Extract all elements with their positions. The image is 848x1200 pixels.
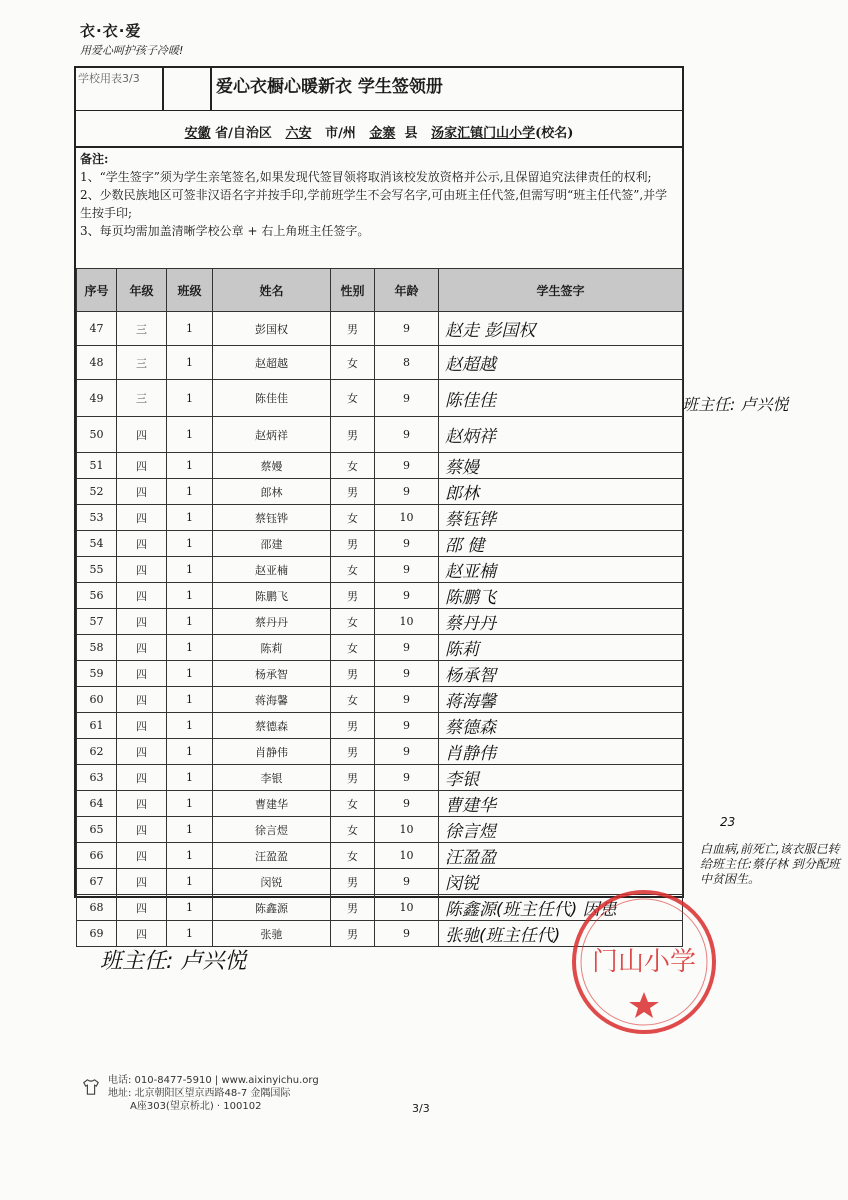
cell-no: 56 — [77, 583, 117, 609]
cell-class: 1 — [167, 417, 213, 453]
cell-sex: 男 — [331, 312, 375, 346]
cell-name: 蔡丹丹 — [213, 609, 331, 635]
title-row — [76, 68, 682, 111]
notes-section — [80, 150, 678, 240]
cell-signature: 闵锐 — [439, 869, 683, 895]
table-row — [77, 380, 683, 417]
cell-class: 1 — [167, 583, 213, 609]
cell-signature: 陈鹏飞 — [439, 583, 683, 609]
cell-no: 52 — [77, 479, 117, 505]
cell-age: 9 — [375, 791, 439, 817]
cell-no: 63 — [77, 765, 117, 791]
brand-logo: 衣·衣·爱 — [80, 22, 142, 40]
cell-name: 赵超越 — [213, 346, 331, 380]
cell-signature: 陈佳佳 — [439, 380, 683, 417]
cell-class: 1 — [167, 895, 213, 921]
cell-name: 张驰 — [213, 921, 331, 947]
cell-sex: 女 — [331, 635, 375, 661]
cell-class: 1 — [167, 817, 213, 843]
cell-age: 10 — [375, 609, 439, 635]
table-row — [77, 417, 683, 453]
cell-grade: 四 — [117, 739, 167, 765]
cell-sex: 女 — [331, 609, 375, 635]
cell-age: 10 — [375, 505, 439, 531]
school-name: 汤家汇镇门山小学 — [431, 126, 536, 141]
table-row — [77, 635, 683, 661]
cell-grade: 四 — [117, 583, 167, 609]
cell-no: 65 — [77, 817, 117, 843]
form-title: 爱心衣橱心暖新衣 学生签领册 — [216, 77, 443, 97]
cell-age: 8 — [375, 346, 439, 380]
cell-grade: 四 — [117, 479, 167, 505]
cell-sex: 男 — [331, 765, 375, 791]
cell-sex: 女 — [331, 380, 375, 417]
col-header-sex: 性别 — [331, 269, 375, 312]
county-label: 县 — [404, 126, 418, 141]
note-item: 1、“学生签字”须为学生亲笔签名,如果发现代签冒领将取消该校发放资格并公示,且保留追究法律责任的权利; — [80, 170, 652, 184]
cell-name: 蔡德森 — [213, 713, 331, 739]
table-row — [77, 346, 683, 380]
table-row — [77, 312, 683, 346]
handwritten-note: 白血病,前死亡,该衣服已转给班主任:蔡仔林 到分配班中贫困生。 — [700, 842, 840, 886]
cell-signature: 蔡德森 — [439, 713, 683, 739]
cell-class: 1 — [167, 661, 213, 687]
cell-class: 1 — [167, 843, 213, 869]
cell-name: 杨承智 — [213, 661, 331, 687]
cell-no: 69 — [77, 921, 117, 947]
cell-signature: 肖静伟 — [439, 739, 683, 765]
cell-class: 1 — [167, 635, 213, 661]
cell-no: 48 — [77, 346, 117, 380]
student-table — [76, 268, 683, 947]
footer-address-2: A座303(望京桥北) · 100102 — [130, 1101, 262, 1112]
cell-no: 60 — [77, 687, 117, 713]
cell-grade: 四 — [117, 609, 167, 635]
cell-sex: 女 — [331, 557, 375, 583]
teacher-signature-right: 班主任: 卢兴悦 — [682, 395, 789, 414]
cell-grade: 三 — [117, 312, 167, 346]
cell-grade: 四 — [117, 713, 167, 739]
cell-class: 1 — [167, 346, 213, 380]
cell-no: 58 — [77, 635, 117, 661]
cell-name: 肖静伟 — [213, 739, 331, 765]
cell-signature: 李银 — [439, 765, 683, 791]
cell-age: 9 — [375, 583, 439, 609]
cell-age: 9 — [375, 479, 439, 505]
cell-signature: 曹建华 — [439, 791, 683, 817]
cell-signature: 杨承智 — [439, 661, 683, 687]
cell-signature: 陈莉 — [439, 635, 683, 661]
cell-age: 9 — [375, 417, 439, 453]
cell-no: 53 — [77, 505, 117, 531]
cell-grade: 四 — [117, 921, 167, 947]
seal-text: 门山小学 — [591, 947, 697, 977]
cell-class: 1 — [167, 557, 213, 583]
cell-age: 9 — [375, 635, 439, 661]
cell-grade: 四 — [117, 661, 167, 687]
school-use-label: 学校用表3/3 — [78, 72, 140, 85]
cell-signature: 陈鑫源(班主任代) 因患 — [439, 895, 683, 921]
col-header-grade: 年级 — [117, 269, 167, 312]
notes-title: 备注: — [80, 152, 109, 166]
cell-name: 陈鑫源 — [213, 895, 331, 921]
cell-class: 1 — [167, 739, 213, 765]
cell-class: 1 — [167, 921, 213, 947]
tshirt-icon — [82, 1078, 100, 1096]
province-label: 省/自治区 — [215, 126, 272, 141]
cell-grade: 四 — [117, 417, 167, 453]
cell-name: 闵锐 — [213, 869, 331, 895]
col-header-class: 班级 — [167, 269, 213, 312]
cell-sex: 男 — [331, 895, 375, 921]
cell-age: 9 — [375, 453, 439, 479]
col-header-name: 姓名 — [213, 269, 331, 312]
cell-age: 9 — [375, 312, 439, 346]
cell-grade: 四 — [117, 895, 167, 921]
cell-age: 10 — [375, 843, 439, 869]
cell-sex: 女 — [331, 843, 375, 869]
cell-grade: 四 — [117, 635, 167, 661]
cell-class: 1 — [167, 687, 213, 713]
cell-name: 彭国权 — [213, 312, 331, 346]
cell-no: 61 — [77, 713, 117, 739]
table-row — [77, 817, 683, 843]
handwritten-mark: 23 — [720, 815, 736, 829]
footer-phone: 电话: 010-8477-5910 | www.aixinyichu.org — [108, 1075, 319, 1086]
sign-form — [74, 66, 684, 946]
cell-name: 徐言煜 — [213, 817, 331, 843]
cell-name: 蒋海馨 — [213, 687, 331, 713]
cell-name: 赵亚楠 — [213, 557, 331, 583]
table-row — [77, 713, 683, 739]
title-divider — [162, 68, 164, 110]
cell-signature: 徐言煜 — [439, 817, 683, 843]
cell-name: 邵建 — [213, 531, 331, 557]
cell-age: 9 — [375, 557, 439, 583]
cell-signature: 赵走 彭国权 — [439, 312, 683, 346]
cell-class: 1 — [167, 765, 213, 791]
cell-name: 汪盈盈 — [213, 843, 331, 869]
cell-name: 蔡钰铧 — [213, 505, 331, 531]
cell-sex: 女 — [331, 791, 375, 817]
cell-sex: 男 — [331, 417, 375, 453]
cell-grade: 四 — [117, 557, 167, 583]
cell-age: 9 — [375, 687, 439, 713]
divider — [76, 146, 682, 148]
cell-class: 1 — [167, 713, 213, 739]
cell-class: 1 — [167, 479, 213, 505]
note-item: 2、少数民族地区可签非汉语名字并按手印,学前班学生不会写名字,可由班主任代签,但需写明“班主任代签”,并学生按手印; — [80, 188, 668, 220]
cell-no: 66 — [77, 843, 117, 869]
table-row — [77, 843, 683, 869]
table-row — [77, 505, 683, 531]
cell-grade: 四 — [117, 765, 167, 791]
cell-sex: 男 — [331, 713, 375, 739]
school-seal — [568, 886, 720, 1038]
cell-sex: 男 — [331, 739, 375, 765]
cell-class: 1 — [167, 312, 213, 346]
page-number: 3/3 — [412, 1102, 430, 1115]
cell-no: 47 — [77, 312, 117, 346]
cell-name: 曹建华 — [213, 791, 331, 817]
table-row — [77, 661, 683, 687]
cell-no: 67 — [77, 869, 117, 895]
cell-grade: 四 — [117, 505, 167, 531]
cell-class: 1 — [167, 609, 213, 635]
table-row — [77, 687, 683, 713]
cell-sex: 女 — [331, 346, 375, 380]
col-header-no: 序号 — [77, 269, 117, 312]
school-info-line — [76, 122, 682, 141]
cell-no: 55 — [77, 557, 117, 583]
cell-name: 陈莉 — [213, 635, 331, 661]
cell-sex: 女 — [331, 453, 375, 479]
cell-signature: 蔡钰铧 — [439, 505, 683, 531]
cell-signature: 赵超越 — [439, 346, 683, 380]
cell-class: 1 — [167, 531, 213, 557]
table-row — [77, 531, 683, 557]
cell-signature: 赵炳祥 — [439, 417, 683, 453]
cell-grade: 四 — [117, 531, 167, 557]
cell-sex: 女 — [331, 505, 375, 531]
cell-age: 9 — [375, 713, 439, 739]
cell-age: 9 — [375, 531, 439, 557]
cell-name: 李银 — [213, 765, 331, 791]
note-item: 3、每页均需加盖清晰学校公章 + 右上角班主任签字。 — [80, 224, 370, 238]
cell-grade: 四 — [117, 453, 167, 479]
cell-age: 9 — [375, 661, 439, 687]
cell-class: 1 — [167, 869, 213, 895]
table-row — [77, 765, 683, 791]
table-row — [77, 609, 683, 635]
table-row — [77, 791, 683, 817]
cell-no: 59 — [77, 661, 117, 687]
cell-signature: 蒋海馨 — [439, 687, 683, 713]
province-value: 安徽 — [184, 126, 211, 141]
table-row — [77, 453, 683, 479]
city-value: 六安 — [285, 126, 312, 141]
cell-age: 9 — [375, 380, 439, 417]
cell-grade: 四 — [117, 817, 167, 843]
cell-class: 1 — [167, 791, 213, 817]
cell-age: 10 — [375, 817, 439, 843]
cell-signature: 郎林 — [439, 479, 683, 505]
cell-no: 62 — [77, 739, 117, 765]
table-row — [77, 583, 683, 609]
cell-no: 57 — [77, 609, 117, 635]
cell-class: 1 — [167, 380, 213, 417]
cell-name: 陈鹏飞 — [213, 583, 331, 609]
cell-sex: 女 — [331, 817, 375, 843]
cell-age: 9 — [375, 921, 439, 947]
cell-name: 陈佳佳 — [213, 380, 331, 417]
footer-address: 地址: 北京朝阳区望京西路48-7 金隅国际 — [108, 1088, 291, 1099]
cell-name: 赵炳祥 — [213, 417, 331, 453]
cell-grade: 四 — [117, 843, 167, 869]
cell-no: 49 — [77, 380, 117, 417]
cell-signature: 蔡嫚 — [439, 453, 683, 479]
school-suffix: (校名) — [535, 126, 574, 141]
cell-signature: 蔡丹丹 — [439, 609, 683, 635]
cell-grade: 三 — [117, 380, 167, 417]
cell-age: 9 — [375, 869, 439, 895]
teacher-signature-bottom: 班主任: 卢兴悦 — [100, 949, 247, 974]
cell-age: 9 — [375, 765, 439, 791]
cell-sex: 男 — [331, 921, 375, 947]
cell-no: 64 — [77, 791, 117, 817]
cell-no: 50 — [77, 417, 117, 453]
cell-grade: 四 — [117, 869, 167, 895]
cell-class: 1 — [167, 505, 213, 531]
cell-signature: 邵 健 — [439, 531, 683, 557]
table-row — [77, 479, 683, 505]
cell-name: 蔡嫚 — [213, 453, 331, 479]
cell-age: 10 — [375, 895, 439, 921]
cell-no: 51 — [77, 453, 117, 479]
cell-class: 1 — [167, 453, 213, 479]
table-header-row — [77, 269, 683, 312]
brand-slogan: 用爱心呵护孩子冷暖! — [80, 44, 184, 57]
cell-signature: 汪盈盈 — [439, 843, 683, 869]
col-header-signature: 学生签字 — [439, 269, 683, 312]
col-header-age: 年龄 — [375, 269, 439, 312]
cell-sex: 男 — [331, 479, 375, 505]
cell-signature: 赵亚楠 — [439, 557, 683, 583]
county-value: 金寨 — [369, 126, 396, 141]
cell-sex: 女 — [331, 687, 375, 713]
table-row — [77, 739, 683, 765]
title-divider — [210, 68, 212, 110]
cell-age: 9 — [375, 739, 439, 765]
cell-no: 68 — [77, 895, 117, 921]
table-row — [77, 557, 683, 583]
cell-sex: 男 — [331, 583, 375, 609]
cell-grade: 四 — [117, 687, 167, 713]
cell-signature: 张驰(班主任代) — [439, 921, 683, 947]
cell-sex: 男 — [331, 869, 375, 895]
cell-sex: 男 — [331, 531, 375, 557]
cell-name: 郎林 — [213, 479, 331, 505]
cell-grade: 四 — [117, 791, 167, 817]
cell-no: 54 — [77, 531, 117, 557]
city-label: 市/州 — [325, 126, 356, 141]
cell-grade: 三 — [117, 346, 167, 380]
cell-sex: 男 — [331, 661, 375, 687]
